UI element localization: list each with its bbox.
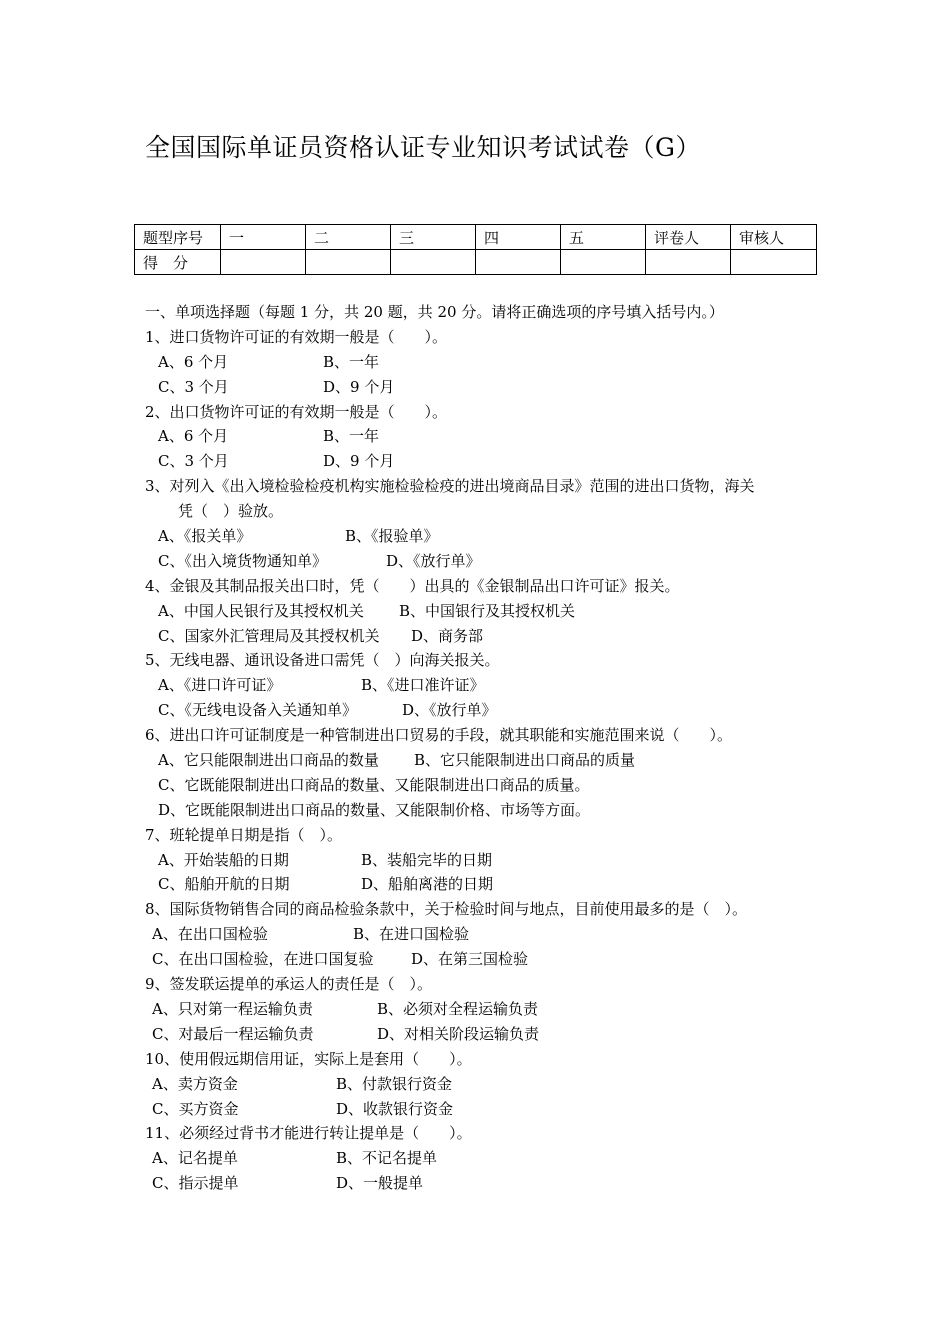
option-row (145, 449, 835, 474)
header-cell: 一 (221, 225, 306, 250)
header-cell: 题型序号 (135, 225, 221, 250)
question-stem: 4、金银及其制品报关出口时，凭（ ）出具的《金银制品出口许可证》报关。 (145, 576, 680, 595)
option-b: B、《报验单》 (345, 527, 439, 546)
question-stem: 3、对列入《出入境检验检疫机构实施检验检疫的进出境商品目录》范围的进出口货物，海关 (145, 477, 755, 496)
header-cell: 五 (561, 225, 646, 250)
option-row (145, 375, 835, 400)
option-row (145, 424, 835, 449)
question-stem: 5、无线电器、通讯设备进口需凭（ ）向海关报关。 (145, 651, 500, 670)
option-a: A、记名提单 (152, 1149, 238, 1168)
score-cell[interactable] (731, 250, 817, 275)
option-d: D、对相关阶段运输负责 (377, 1024, 540, 1043)
option-row (145, 997, 835, 1022)
option-b: B、中国银行及其授权机关 (399, 601, 576, 620)
question-stem: 7、班轮提单日期是指（ ）。 (145, 825, 343, 844)
option-c: C、《出入境货物通知单》 (158, 551, 327, 570)
option-a: A、中国人民银行及其授权机关 (158, 601, 364, 620)
option-row (145, 1072, 835, 1097)
option-c: C、它既能限制进出口商品的数量、又能限制进出口商品的质量。 (158, 775, 590, 794)
option-c: C、在出口国检验，在进口国复验 (152, 950, 374, 969)
option-d: D、船舶离港的日期 (361, 875, 494, 894)
option-d: D、9 个月 (323, 452, 395, 471)
question-list (145, 300, 835, 1196)
question-stem: 2、出口货物许可证的有效期一般是（ ）。 (145, 402, 448, 421)
option-d: D、《放行单》 (386, 551, 481, 570)
option-row (145, 798, 835, 823)
option-c: C、3 个月 (158, 377, 229, 396)
question-stem-continuation: 凭（ ）验放。 (178, 502, 284, 521)
question-stem: 6、进出口许可证制度是一种管制进出口贸易的手段，就其职能和实施范围来说（ ）。 (145, 726, 733, 745)
option-row (145, 1097, 835, 1122)
option-c: C、3 个月 (158, 452, 229, 471)
option-a: A、《进口许可证》 (158, 676, 282, 695)
option-c: C、指示提单 (152, 1174, 239, 1193)
option-row (145, 947, 835, 972)
option-row (145, 549, 835, 574)
header-cell: 四 (476, 225, 561, 250)
score-table-score-row (135, 250, 817, 275)
score-cell[interactable] (306, 250, 391, 275)
option-d: D、在第三国检验 (411, 950, 529, 969)
option-b: B、装船完毕的日期 (361, 850, 493, 869)
header-cell: 审核人 (731, 225, 817, 250)
score-cell[interactable] (646, 250, 731, 275)
option-row (145, 1171, 835, 1196)
option-row (145, 524, 835, 549)
option-c: C、船舶开航的日期 (158, 875, 290, 894)
option-d: D、9 个月 (323, 377, 395, 396)
option-c: C、买方资金 (152, 1099, 239, 1118)
score-row-label: 得 分 (135, 250, 221, 275)
option-b: B、在进口国检验 (353, 925, 470, 944)
option-row (145, 848, 835, 873)
question-stem: 9、签发联运提单的承运人的责任是（ ）。 (145, 975, 433, 994)
header-cell: 评卷人 (646, 225, 731, 250)
option-row (145, 350, 835, 375)
question-stem: 1、进口货物许可证的有效期一般是（ ）。 (145, 327, 448, 346)
option-a: A、《报关单》 (158, 527, 252, 546)
option-row (145, 773, 835, 798)
question-stem: 8、国际货物销售合同的商品检验条款中，关于检验时间与地点，目前使用最多的是（ ）。 (145, 900, 748, 919)
option-a: A、卖方资金 (152, 1074, 238, 1093)
option-b: B、一年 (323, 427, 380, 446)
option-b: B、必须对全程运输负责 (377, 999, 539, 1018)
option-row (145, 748, 835, 773)
option-a: A、6 个月 (158, 352, 229, 371)
option-b: B、一年 (323, 352, 380, 371)
option-b: B、不记名提单 (336, 1149, 438, 1168)
exam-title: 全国国际单证员资格认证专业知识考试试卷（G） (145, 133, 701, 162)
option-d: D、一般提单 (336, 1174, 424, 1193)
option-a: A、它只能限制进出口商品的数量 (158, 751, 379, 770)
header-cell: 三 (391, 225, 476, 250)
option-b: B、付款银行资金 (336, 1074, 453, 1093)
option-a: A、6 个月 (158, 427, 229, 446)
score-cell[interactable] (476, 250, 561, 275)
option-d: D、《放行单》 (402, 701, 497, 720)
option-c: C、对最后一程运输负责 (152, 1024, 314, 1043)
option-a: A、只对第一程运输负责 (152, 999, 313, 1018)
option-a: A、开始装船的日期 (158, 850, 289, 869)
question-stem: 11、必须经过背书才能进行转让提单是（ ）。 (145, 1124, 472, 1143)
option-row (145, 922, 835, 947)
option-row (145, 599, 835, 624)
option-c: C、《无线电设备入关通知单》 (158, 701, 357, 720)
option-d: D、商务部 (411, 626, 484, 645)
option-d: D、收款银行资金 (336, 1099, 454, 1118)
option-c: C、国家外汇管理局及其授权机关 (158, 626, 380, 645)
option-a: A、在出口国检验 (152, 925, 268, 944)
header-cell: 二 (306, 225, 391, 250)
option-b: B、它只能限制进出口商品的质量 (414, 751, 636, 770)
option-row (145, 673, 835, 698)
option-row (145, 872, 835, 897)
question-stem: 10、使用假远期信用证，实际上是套用（ ）。 (145, 1049, 472, 1068)
option-b: B、《进口准许证》 (361, 676, 485, 695)
score-cell[interactable] (561, 250, 646, 275)
option-d: D、它既能限制进出口商品的数量、又能限制价格、市场等方面。 (158, 800, 591, 819)
option-row (145, 624, 835, 649)
score-table-header-row (135, 225, 817, 250)
score-cell[interactable] (221, 250, 306, 275)
section-heading: 一、单项选择题（每题 1 分，共 20 题，共 20 分。请将正确选项的序号填入括号内。） (145, 303, 724, 321)
option-row (145, 1022, 835, 1047)
score-cell[interactable] (391, 250, 476, 275)
option-row (145, 698, 835, 723)
option-row (145, 1146, 835, 1171)
score-table (134, 224, 817, 275)
